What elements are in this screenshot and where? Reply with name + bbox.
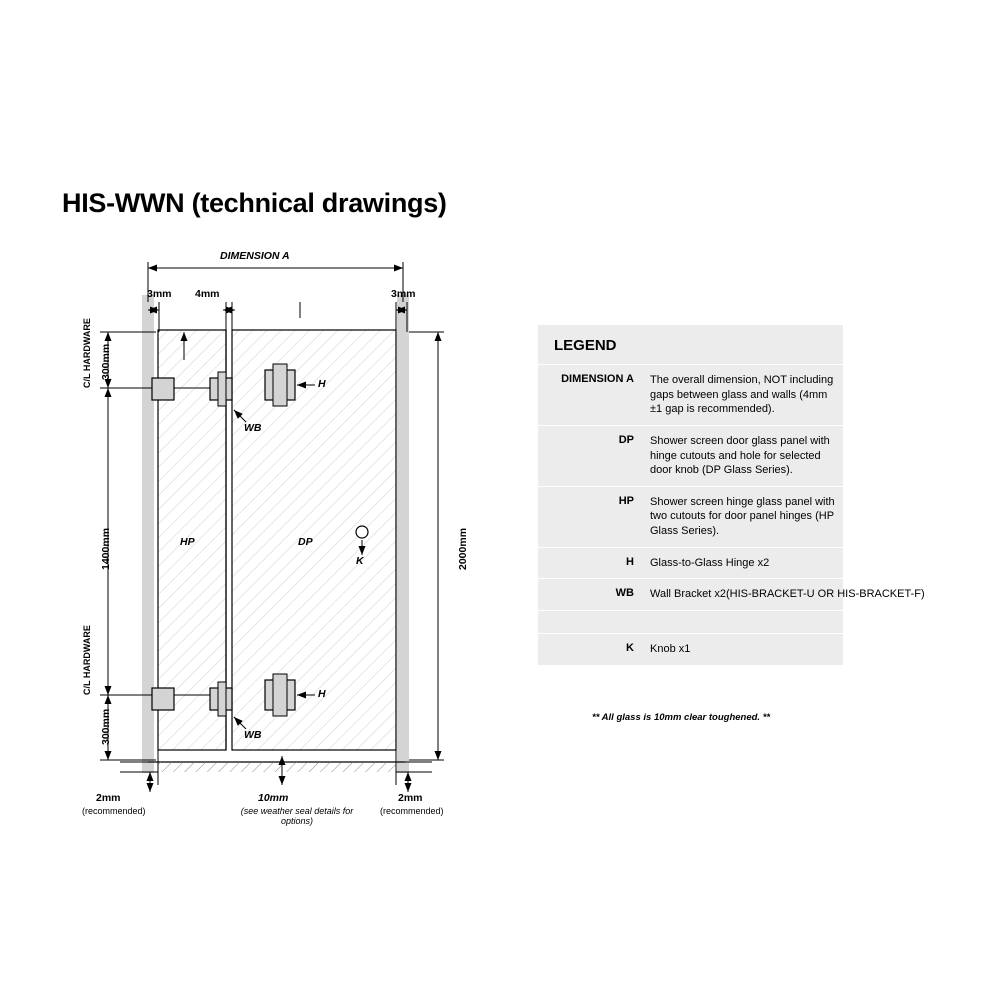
drawing-svg: [60, 240, 490, 840]
legend-key: K: [626, 641, 634, 654]
door-knob: [356, 526, 368, 538]
cl-hardware-bottom-label: C/L HARDWARE: [82, 625, 92, 695]
legend-value: Knob x1: [650, 642, 691, 655]
legend-panel: [538, 325, 925, 666]
wall-bracket-top: [152, 378, 174, 400]
floor-hatch: [158, 762, 396, 772]
floor-center-value: 10mm: [258, 792, 289, 804]
page-title: HIS-WWN (technical drawings): [62, 188, 447, 218]
floor-center-note: (see weather seal details for options): [240, 806, 354, 827]
dim-middle-label: 1400mm: [100, 527, 112, 570]
legend-title: LEGEND: [538, 325, 843, 365]
legend-key: H: [626, 555, 634, 568]
gap-right-wall-label: 3mm: [391, 288, 416, 300]
hinge-top-label: H: [318, 378, 326, 390]
legend-row-k: [538, 634, 843, 666]
floor-left-note: (recommended): [82, 806, 146, 816]
dim-bottom-label: 300mm: [100, 708, 112, 745]
floor-right-value: 2mm: [398, 792, 423, 804]
door-panel-dp: [232, 330, 396, 750]
legend-value: Shower screen hinge glass panel with two cutouts for door panel hinges (HP Glass Series).: [650, 495, 835, 537]
legend-row-h: [538, 548, 843, 580]
overall-height-label: 2000mm: [457, 527, 469, 570]
knob-label: K: [356, 555, 364, 567]
panel-dp-label: DP: [298, 536, 313, 548]
panel-hp-label: HP: [180, 536, 195, 548]
floor-left-value: 2mm: [96, 792, 121, 804]
legend-footnote: ** All glass is 10mm clear toughened. **: [592, 712, 771, 723]
gap-center-label: 4mm: [195, 288, 220, 300]
legend-row-spacer: [538, 611, 843, 634]
legend-value: The overall dimension, NOT including gaps between glass and walls (4mm ±1 gap is recommended).: [650, 374, 834, 416]
legend-row-dimension-a: [538, 365, 843, 426]
legend-value: Shower screen door glass panel with hinge cutouts and hole for selected door knob (DP Glass Series).: [650, 434, 830, 477]
floor-right-note: (recommended): [380, 806, 444, 816]
legend-key: HP: [618, 494, 634, 507]
hinge-bottom-label: H: [318, 688, 326, 700]
wall-bracket-bottom: [152, 688, 174, 710]
legend-row-dp: [538, 426, 843, 487]
cl-hardware-top-label: C/L HARDWARE: [82, 318, 92, 388]
technical-drawing: [60, 240, 490, 840]
legend-value: Glass-to-Glass Hinge x2: [650, 556, 770, 569]
legend-key: [538, 611, 642, 633]
legend-key: DIMENSION A: [561, 373, 634, 385]
dim-top-label: 300mm: [100, 343, 112, 380]
right-wall: [397, 295, 409, 773]
legend-key: WB: [615, 587, 634, 600]
legend-value: Wall Bracket x2(HIS-BRACKET-U OR HIS-BRACKET-F): [650, 588, 925, 601]
legend-value: [642, 611, 843, 633]
dimension-a-label: DIMENSION A: [220, 250, 290, 262]
wall-bracket-bottom-label: WB: [244, 729, 262, 741]
legend-key: DP: [618, 433, 634, 446]
legend-row-wb: [538, 579, 925, 611]
gap-left-wall-label: 3mm: [147, 288, 172, 300]
legend-row-hp: [538, 487, 843, 548]
wall-bracket-top-label: WB: [244, 422, 262, 434]
